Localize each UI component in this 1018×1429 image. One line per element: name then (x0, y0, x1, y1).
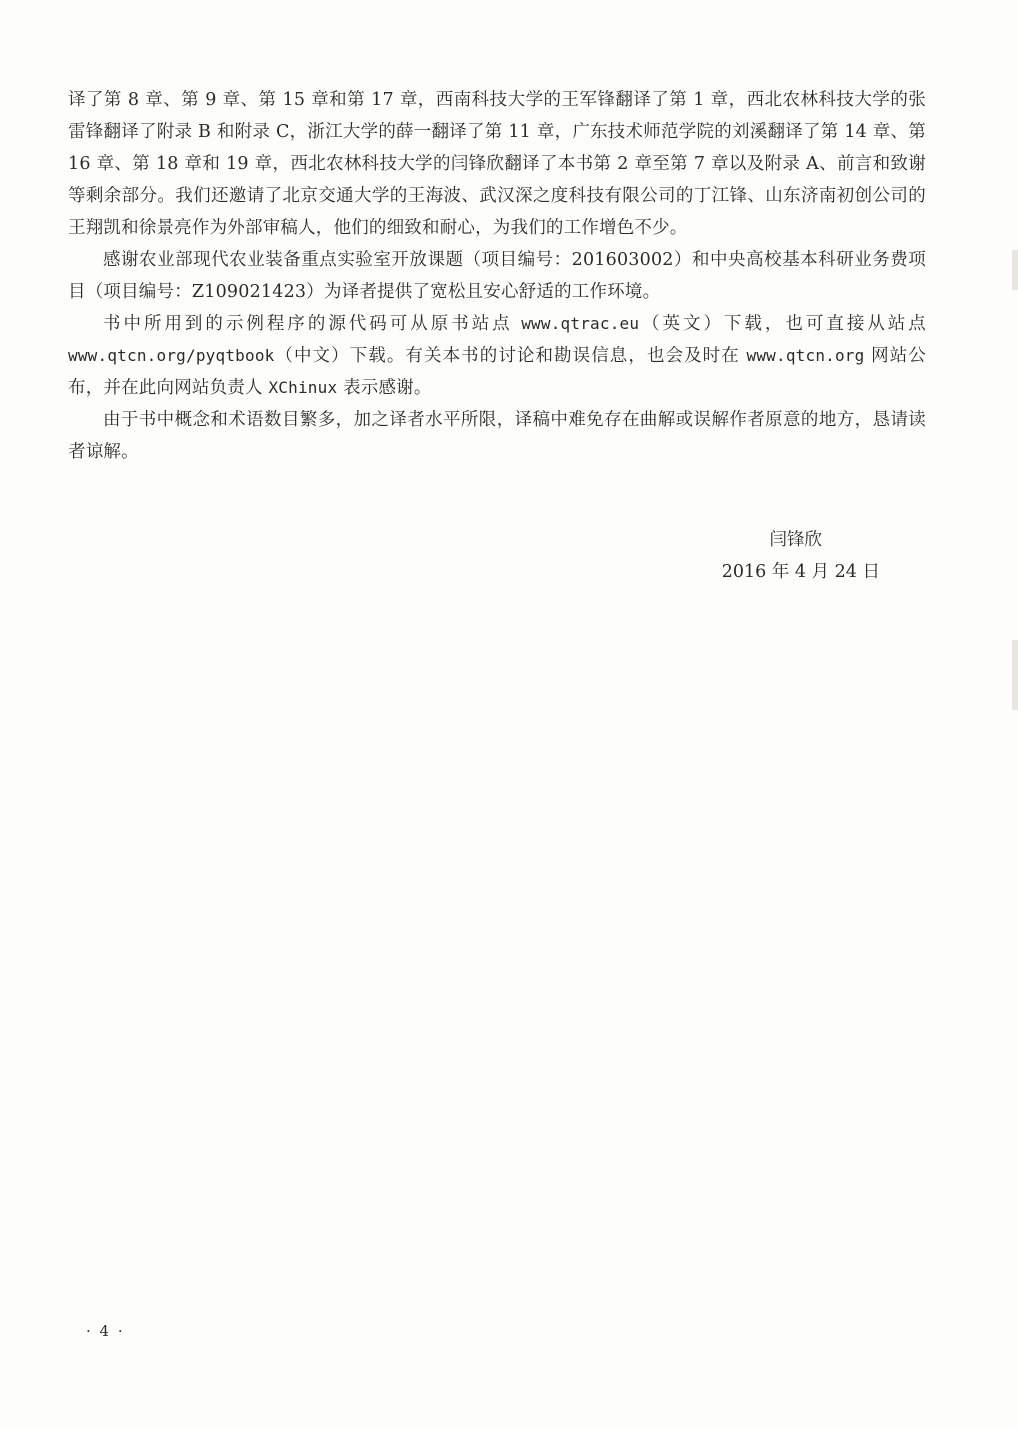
scan-edge-mark (1012, 250, 1018, 290)
paragraph-disclaimer: 由于书中概念和术语数目繁多，加之译者水平所限，译稿中难免存在曲解或误解作者原意的地方，恳请读者谅解。 (68, 410, 926, 462)
url-qtcn: www.qtcn.org (746, 346, 865, 365)
signature-date: 2016 年 4 月 24 日 (721, 562, 880, 582)
signature-name: 闫锋欣 (769, 530, 822, 550)
source-code-text-1: 书中所用到的示例程序的源代码可从原书站点 (103, 314, 522, 334)
body-text (68, 84, 926, 468)
paragraph-translators: 译了第 8 章、第 9 章、第 15 章和第 17 章，西南科技大学的王军锋翻译了第 1 章，西北农林科技大学的张雷锋翻译了附录 B 和附录 C，浙江大学的薛一翻译了第 11 章，广东技术师范学院的刘溪翻译了第 14 章、第 16 章、第 18 章和 19 章，西北农林科技大学的闫锋欣翻译了本书第 2 章至第 7 章以及附录 A、前言和致谢等剩余部分。我们还邀请了北京交通大学的王海波、武汉深之度科技有限公司的丁江锋、山东济南初创公司的王翔凯和徐景亮作为外部审稿人，他们的细致和耐心，为我们的工作增色不少。 (68, 90, 926, 238)
paragraph-acknowledgement-funding: 感谢农业部现代农业装备重点实验室开放课题（项目编号：201603002）和中央高校基本科研业务费项目（项目编号：Z109021423）为译者提供了宽松且安心舒适的工作环境。 (68, 250, 926, 302)
site-admin-name: XChinux (268, 378, 338, 397)
scan-edge-mark (1012, 640, 1018, 710)
paragraph-source-code (68, 308, 926, 404)
page-number: · 4 · (86, 1322, 125, 1340)
url-qtrac: www.qtrac.eu (521, 314, 640, 333)
source-code-text-4: 网站公布，并在此向网站负责人 (68, 346, 926, 398)
signature-block (722, 524, 880, 588)
url-qtcn-pyqtbook: www.qtcn.org/pyqtbook (68, 346, 275, 365)
source-code-text-3: （中文）下载。有关本书的讨论和勘误信息，也会及时在 (274, 346, 747, 366)
source-code-text-5: 表示感谢。 (337, 378, 432, 398)
source-code-text-2: （英文）下载，也可直接从站点 (639, 314, 926, 334)
